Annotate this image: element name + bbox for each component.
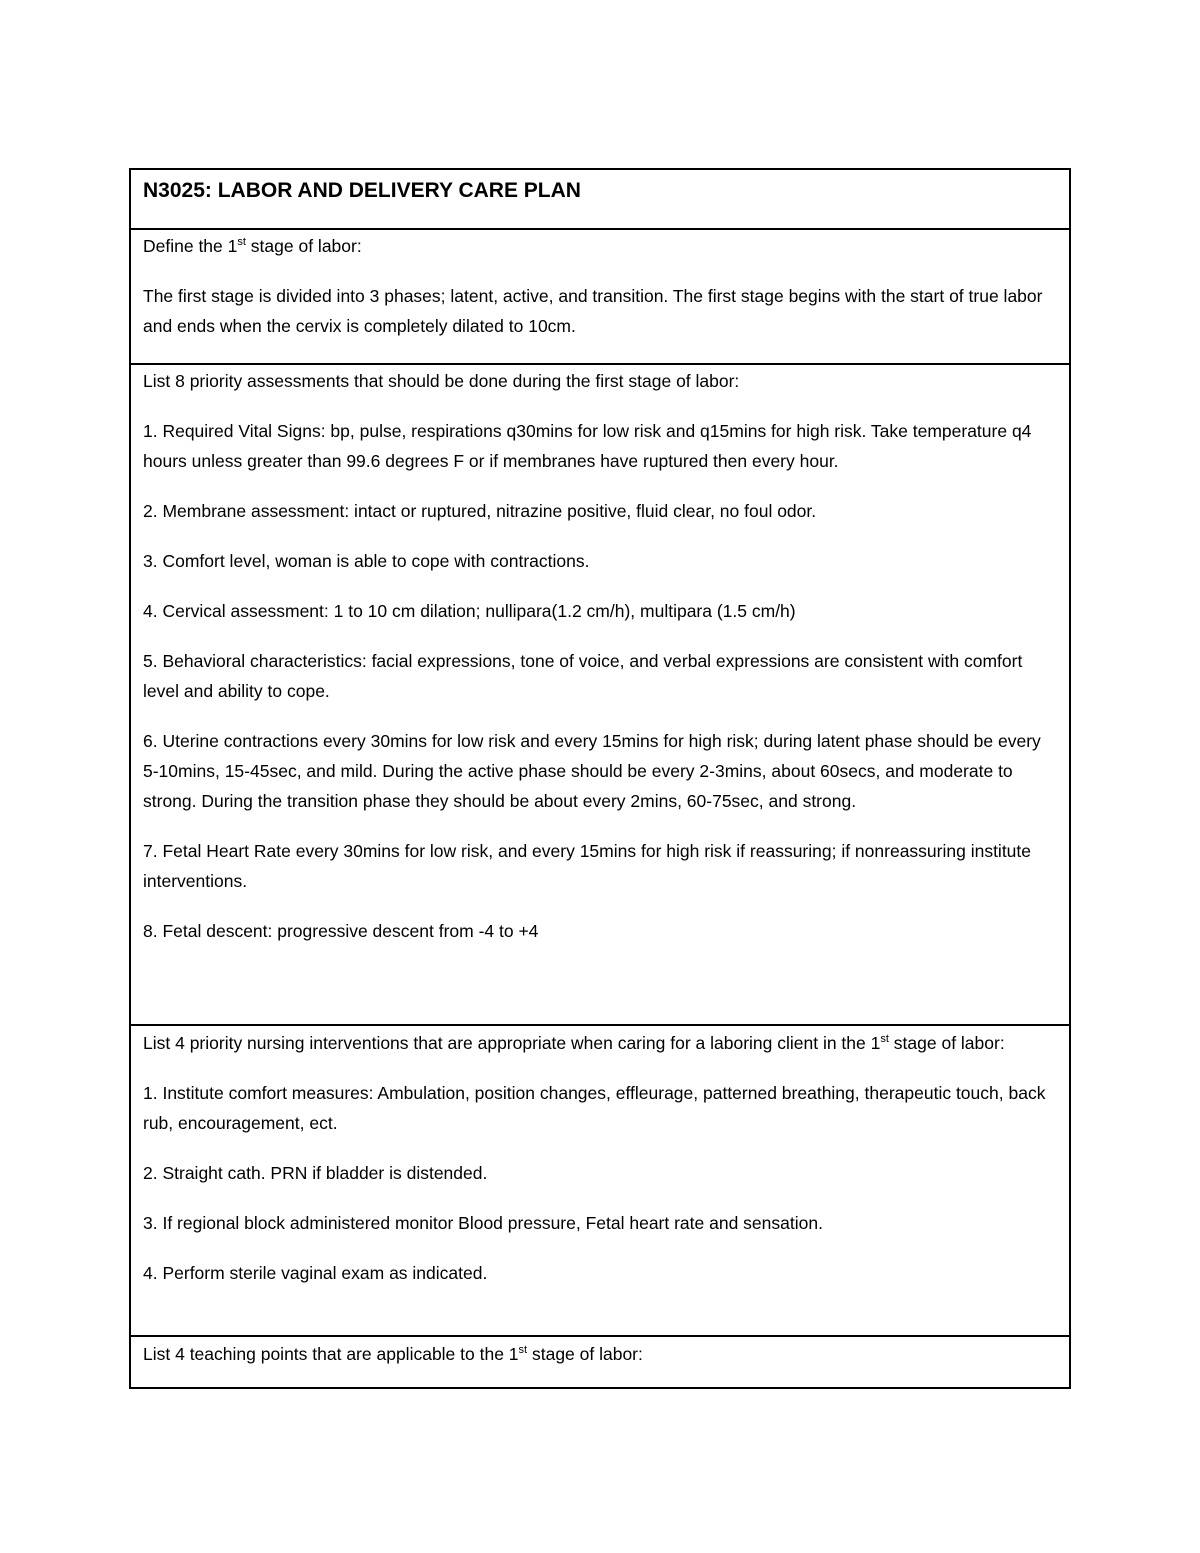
assessment-item: 7. Fetal Heart Rate every 30mins for low risk, and every 15mins for high risk if reassuring; if nonreassuring institute interventions. <box>143 841 1032 891</box>
care-plan-table <box>129 168 1071 1389</box>
first-stage-answer: The first stage is divided into 3 phases; latent, active, and transition. The first stage begins with the start of true labor and ends when the cervix is completely dilated to 10cm. <box>143 286 1043 336</box>
assessment-item: 2. Membrane assessment: intact or ruptured, nitrazine positive, fluid clear, no foul odor. <box>143 501 817 521</box>
assessment-item: 6. Uterine contractions every 30mins for low risk and every 15mins for high risk; during latent phase should be every 5-10mins, 15-45sec, and mild. During the active phase should be every 2-3mins, about 60secs, and moderate to strong. During the transition phase they should be about every 2mins, 60-75sec, and strong. <box>143 731 1041 811</box>
assessments-prompt: List 8 priority assessments that should be done during the first stage of labor: <box>143 371 740 391</box>
teaching-cell <box>131 1335 1069 1387</box>
assessment-item: 8. Fetal descent: progressive descent from -4 to +4 <box>143 921 539 941</box>
intervention-item: 1. Institute comfort measures: Ambulation, position changes, effleurage, patterned breathing, therapeutic touch, back rub, encouragement, ect. <box>143 1083 1046 1133</box>
assessment-item: 4. Cervical assessment: 1 to 10 cm dilation; nullipara(1.2 cm/h), multipara (1.5 cm/h) <box>143 601 796 621</box>
assessment-item: 3. Comfort level, woman is able to cope with contractions. <box>143 551 590 571</box>
assessment-item: 1. Required Vital Signs: bp, pulse, respirations q30mins for low risk and q15mins for high risk. Take temperature q4 hours unless greater than 99.6 degrees F or if membranes have ruptured then every hour. <box>143 421 1032 471</box>
document-title: N3025: LABOR AND DELIVERY CARE PLAN <box>143 179 581 202</box>
assessments-cell <box>131 363 1069 1024</box>
intervention-item: 3. If regional block administered monitor Blood pressure, Fetal heart rate and sensation. <box>143 1213 823 1233</box>
title-cell <box>131 170 1069 228</box>
interventions-prompt: List 4 priority nursing interventions that are appropriate when caring for a laboring client in the 1st stage of labor: <box>143 1033 1005 1053</box>
assessment-item: 5. Behavioral characteristics: facial expressions, tone of voice, and verbal expressions are consistent with comfort level and ability to cope. <box>143 651 1023 701</box>
first-stage-prompt: Define the 1st stage of labor: <box>143 236 362 256</box>
intervention-item: 2. Straight cath. PRN if bladder is distended. <box>143 1163 488 1183</box>
interventions-cell <box>131 1024 1069 1335</box>
first-stage-definition-cell <box>131 228 1069 363</box>
teaching-prompt: List 4 teaching points that are applicable to the 1st stage of labor: <box>143 1344 643 1364</box>
intervention-item: 4. Perform sterile vaginal exam as indicated. <box>143 1263 488 1283</box>
